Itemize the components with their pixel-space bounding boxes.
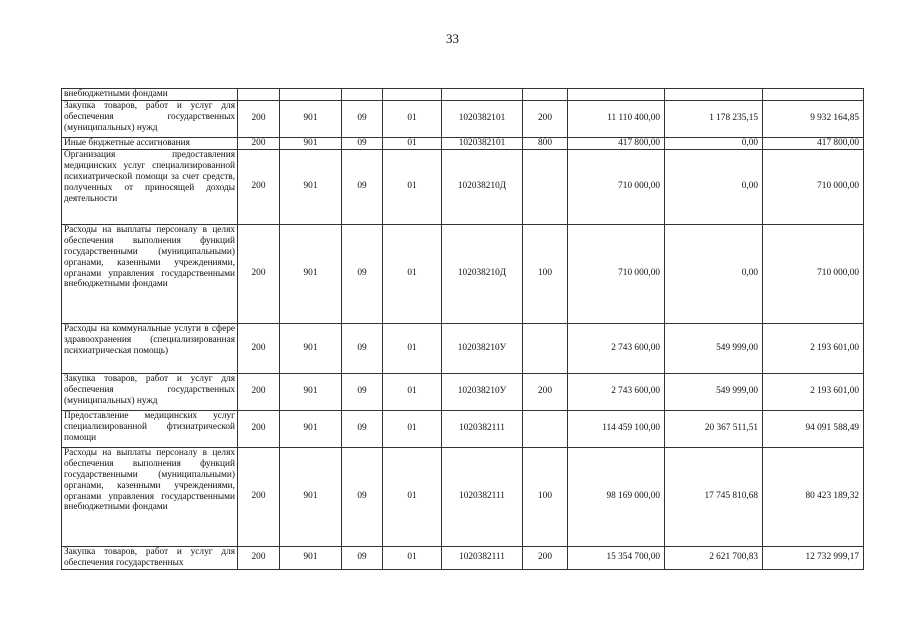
col-rz: 09: [342, 447, 383, 546]
col-pr: 01: [383, 323, 442, 373]
col-done: 1 178 235,15: [665, 100, 763, 137]
row-name: Расходы на коммунальные услуги в сфере здравоохранения (специализированная психиатрическая помощь): [62, 323, 238, 373]
col-csr: 1020382111: [442, 546, 523, 569]
budget-table: [61, 88, 864, 570]
table-row: [62, 373, 864, 410]
col-ved: 901: [280, 546, 342, 569]
col-pr: 01: [383, 224, 442, 323]
col-rest: 94 091 588,49: [763, 410, 864, 447]
col-pr: 01: [383, 447, 442, 546]
row-name: Предоставление медицинских услуг специализированной фтизиатрической помощи: [62, 410, 238, 447]
row-name: Закупка товаров, работ и услуг для обеспечения государственных: [62, 546, 238, 569]
col-gr: 200: [238, 546, 280, 569]
row-name: внебюджетными фондами: [62, 89, 238, 101]
row-name: Иные бюджетные ассигнования: [62, 137, 238, 149]
col-plan: 114 459 100,00: [568, 410, 665, 447]
col-rz: 09: [342, 224, 383, 323]
col-vr: 200: [523, 100, 568, 137]
col-vr: 200: [523, 546, 568, 569]
col-rz: 09: [342, 100, 383, 137]
col-csr: 1020382111: [442, 447, 523, 546]
col-pr: 01: [383, 137, 442, 149]
col-rest: 9 932 164,85: [763, 100, 864, 137]
col-gr: [238, 89, 280, 101]
row-name: Закупка товаров, работ и услуг для обеспечения государственных (муниципальных) нужд: [62, 100, 238, 137]
col-rz: 09: [342, 149, 383, 224]
col-rz: 09: [342, 410, 383, 447]
col-vr: [523, 89, 568, 101]
col-vr: [523, 410, 568, 447]
col-pr: 01: [383, 100, 442, 137]
col-ved: [280, 89, 342, 101]
col-rest: 12 732 999,17: [763, 546, 864, 569]
col-plan: 710 000,00: [568, 224, 665, 323]
table-row: [62, 89, 864, 101]
col-gr: 200: [238, 100, 280, 137]
table-row: [62, 224, 864, 323]
col-pr: 01: [383, 373, 442, 410]
col-done: 549 999,00: [665, 373, 763, 410]
col-rz: 09: [342, 546, 383, 569]
col-csr: 1020382111: [442, 410, 523, 447]
row-name: Расходы на выплаты персоналу в целях обеспечения выполнения функций государственными (муниципальными) органами, казенными учреждениями, органами управления государственными внебюджетными фондами: [62, 224, 238, 323]
col-gr: 200: [238, 323, 280, 373]
col-plan: 15 354 700,00: [568, 546, 665, 569]
col-rest: 710 000,00: [763, 224, 864, 323]
col-pr: 01: [383, 149, 442, 224]
col-done: 0,00: [665, 149, 763, 224]
col-vr: 100: [523, 224, 568, 323]
row-name: Организация предоставления медицинских услуг специализированной психиатрической помощи за счет средств, полученных от приносящей доходы деятельности: [62, 149, 238, 224]
col-plan: 2 743 600,00: [568, 323, 665, 373]
table-row: [62, 447, 864, 546]
col-gr: 200: [238, 224, 280, 323]
table-row: [62, 323, 864, 373]
col-done: 549 999,00: [665, 323, 763, 373]
table-row: [62, 100, 864, 137]
col-csr: [442, 89, 523, 101]
col-ved: 901: [280, 100, 342, 137]
col-gr: 200: [238, 149, 280, 224]
col-rz: [342, 89, 383, 101]
col-vr: [523, 149, 568, 224]
col-rz: 09: [342, 373, 383, 410]
col-csr: 102038210У: [442, 373, 523, 410]
col-gr: 200: [238, 410, 280, 447]
table-row: [62, 149, 864, 224]
col-plan: 710 000,00: [568, 149, 665, 224]
col-ved: 901: [280, 224, 342, 323]
table-row: [62, 546, 864, 569]
col-plan: 98 169 000,00: [568, 447, 665, 546]
row-name: Закупка товаров, работ и услуг для обеспечения государственных (муниципальных) нужд: [62, 373, 238, 410]
col-rest: 80 423 189,32: [763, 447, 864, 546]
table-row: [62, 410, 864, 447]
col-plan: 2 743 600,00: [568, 373, 665, 410]
col-pr: [383, 89, 442, 101]
col-ved: 901: [280, 137, 342, 149]
col-ved: 901: [280, 447, 342, 546]
col-done: 17 745 810,68: [665, 447, 763, 546]
col-vr: 100: [523, 447, 568, 546]
col-csr: 102038210Д: [442, 149, 523, 224]
col-gr: 200: [238, 373, 280, 410]
col-rz: 09: [342, 137, 383, 149]
row-name: Расходы на выплаты персоналу в целях обеспечения выполнения функций государственными (муниципальными) органами, казенными учреждениями, органами управления государственными внебюджетными фондами: [62, 447, 238, 546]
col-plan: [568, 89, 665, 101]
page-number: 33: [446, 31, 459, 46]
col-ved: 901: [280, 410, 342, 447]
col-csr: 102038210Д: [442, 224, 523, 323]
col-done: 2 621 700,83: [665, 546, 763, 569]
col-rz: 09: [342, 323, 383, 373]
col-rest: 2 193 601,00: [763, 373, 864, 410]
col-csr: 1020382101: [442, 100, 523, 137]
col-done: 0,00: [665, 137, 763, 149]
col-vr: [523, 323, 568, 373]
col-ved: 901: [280, 149, 342, 224]
col-rest: 710 000,00: [763, 149, 864, 224]
col-done: 20 367 511,51: [665, 410, 763, 447]
col-vr: 800: [523, 137, 568, 149]
col-rest: 417 800,00: [763, 137, 864, 149]
col-done: 0,00: [665, 224, 763, 323]
col-ved: 901: [280, 373, 342, 410]
col-vr: 200: [523, 373, 568, 410]
col-done: [665, 89, 763, 101]
table-row: [62, 137, 864, 149]
col-plan: 417 800,00: [568, 137, 665, 149]
col-ved: 901: [280, 323, 342, 373]
col-rest: 2 193 601,00: [763, 323, 864, 373]
col-gr: 200: [238, 447, 280, 546]
col-plan: 11 110 400,00: [568, 100, 665, 137]
col-csr: 102038210У: [442, 323, 523, 373]
col-rest: [763, 89, 864, 101]
col-pr: 01: [383, 546, 442, 569]
col-gr: 200: [238, 137, 280, 149]
col-csr: 1020382101: [442, 137, 523, 149]
col-pr: 01: [383, 410, 442, 447]
